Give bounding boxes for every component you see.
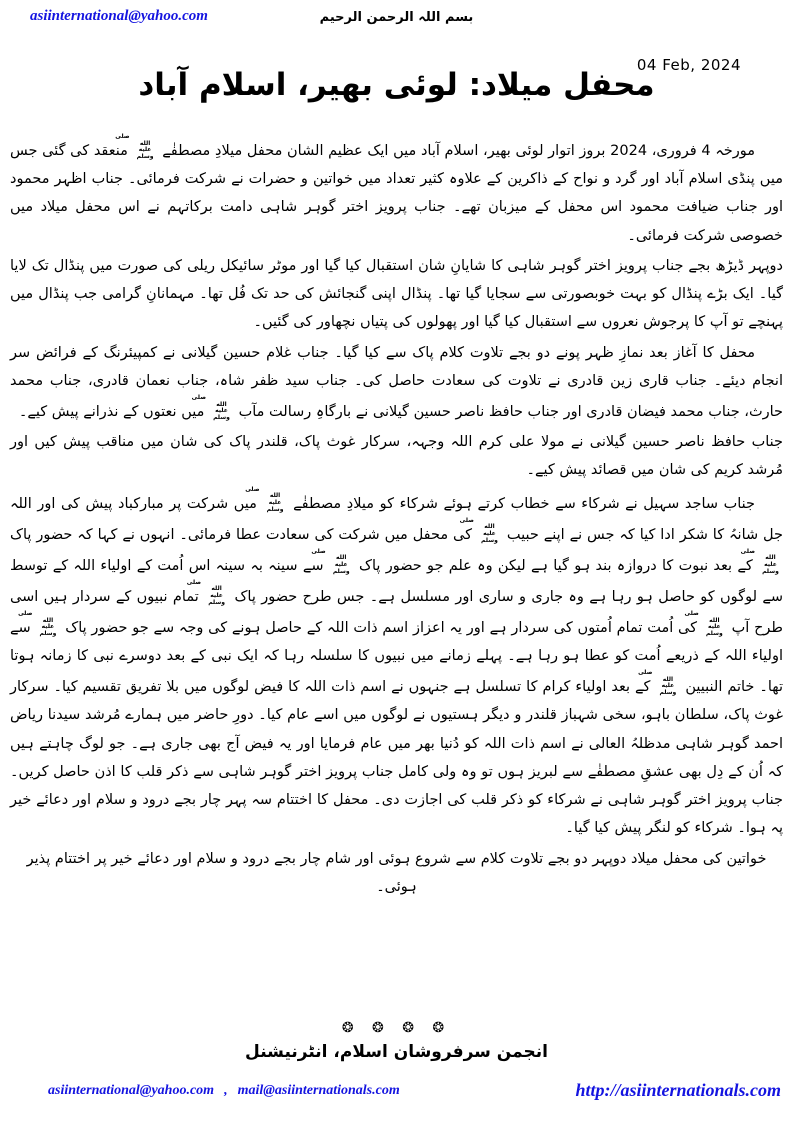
footer-email-link-1[interactable]: asiinternational@yahoo.com xyxy=(48,1083,215,1098)
header-email-link[interactable]: asiinternational@yahoo.com xyxy=(30,8,208,24)
durood-seal-icon: صلى الله عليه وسلم xyxy=(311,547,350,575)
durood-seal-icon: صلى الله عليه وسلم xyxy=(684,609,723,637)
body-paragraph: جناب حافظ ناصر حسین گیلانی نے مولا علی کرم اللہ وجہہ، سرکار غوث پاک، قلندر پاک کی شان میں مناقب پیش کیں اور مُرشد کریم کی شان میں قصائد پیش کیے۔ xyxy=(10,434,783,479)
bismillah-text: بسم اللہ الرحمن الرحیم xyxy=(319,10,474,25)
body-paragraph: دوپہر ڈیڑھ بجے جناب پرویز اختر گوہر شاہی کا شایانِ شان استقبال کیا گیا اور موٹر سائیکل ریلی کی صورت میں پنڈال تک لایا گیا۔ ایک بڑے پنڈال کو بہت خوبصورتی سے سجایا گیا تھا۔ پنڈال اپنی گنجائش کی حد تک فُل تھا۔ مہمانانِ گرامی جب پنڈال میں پہنچے تو آپ کا پرجوش نعروں سے استقبال کیا گیا اور پھولوں کی پتیاں نچھاور کی گئیں۔ xyxy=(10,257,783,331)
durood-seal-icon: صلى الله عليه وسلم xyxy=(740,547,779,575)
footer-email-separator: , xyxy=(224,1083,228,1098)
durood-seal-icon: صلى الله عليه وسلم xyxy=(638,669,677,697)
durood-seal-icon: صلى الله عليه وسلم xyxy=(115,133,154,160)
footer-emails xyxy=(48,1083,400,1099)
title-row xyxy=(10,46,783,124)
body-paragraph: جناب ساجد سہیل نے شرکاء سے خطاب کرتے ہوئے شرکاء کو میلادِ مصطفٰے صلى الله عليه وسلم میں شرکت پر مبارکباد پیش کی اور اللہ جل شانہُ کا شکر ادا کیا کہ جس نے اپنے حبیب صلى الله عليه وسلم کی محفل میں شرکت کی سعادت عطا فرمائی۔ انہوں نے کہا کہ حضور پاک صلى الله عليه وسلم کے بعد نبوت کا دروازہ بند ہو گیا ہے لیکن وہ علم جو حضور پاک صلى الله عليه وسلم سے سینہ بہ سینہ اس اُمت کے اولیاء اللہ کے توسط سے لوگوں کو حاصل ہو رہا ہے وہ جاری و ساری اور مسلسل ہے۔ جس طرح حضور پاک صلى الله عليه وسلم تمام نبیوں کے سردار ہیں اسی طرح آپ صلى الله عليه وسلم کی اُمت تمام اُمتوں کی سردار ہے اور یہ اعزاز اسم ذات اللہ کے حاصل ہونے کی وجہ سے جو حضور پاک صلى الله عليه وسلم سے اولیاء اللہ کے ذریعے اُمت کو عطا ہو رہا ہے۔ پہلے زمانے میں نبیوں کا سلسلہ رہا کہ ایک نبی کے بعد دوسرے نبی کا زمانہ ہوتا تھا۔ خاتم النبیین صلى الله عليه وسلم کے بعد اولیاء کرام کا تسلسل ہے جنہوں نے اسم ذات اللہ کا فیض لوگوں میں بلا تفریق تقسیم کیا۔ سرکار غوث پاک، سلطان باہو، سخی شہباز قلندر و دیگر ہستیوں نے لوگوں میں اسے عام کیا۔ دورِ حاضر میں ہمارے مُرشد سیدنا ریاض احمد گوہر شاہی مدظلہُ العالی نے اسم ذات اللہ کو دُنیا بھر میں عام فرمایا اور یہ فیض آج بھی جاری ہے۔ جو لوگ چاہتے ہیں کہ اُن کے دِل بھی عشقِ مصطفٰے سے لبریز ہوں تو وہ ولی کامل جناب پرویز اختر گوہر شاہی سے ذکر قلب کا اذن حاصل کریں۔ جناب پرویز اختر گوہر شاہی نے شرکاء کو ذکر قلب کی اجازت دی۔ محفل کا اختتام سہ پہر چار بجے درود و سلام اور دعائے خیر پہ ہوا۔ شرکاء کو لنگر پیش کیا گیا۔ xyxy=(10,485,783,837)
body-paragraph: خواتین کی محفل میلاد دوپہر دو بجے تلاوت کلام سے شروع ہوئی اور شام چار بجے درود و سلام اور دعائے خیر پر اختتام پذیر ہوئی۔ xyxy=(26,850,767,895)
ornament-stars-icon: ❂ ❂ ❂ ❂ xyxy=(341,1020,452,1036)
body-paragraph: محفل کا آغاز بعد نمازِ ظہر پونے دو بجے تلاوت کلام پاک سے کیا گیا۔ جناب غلام حسین گیلانی نے کمپیئرنگ کے فرائض سر انجام دیئے۔ جناب قاری زین قادری نے تلاوت کی سعادت حاصل کی۔ جناب سید ظفر شاہ، جناب نعمان قادری، جناب محمد حارث، جناب محمد فیضان قادری اور جناب حافظ ناصر حسین گیلانی نے بارگاہِ رسالت مآب صلى الله عليه وسلم میں نعتوں کے نذرانے پیش کیے۔ xyxy=(10,344,783,421)
footer-links-row xyxy=(0,1080,793,1106)
bottom-block xyxy=(0,1020,793,1106)
durood-seal-icon: صلى الله عليه وسلم xyxy=(18,609,57,637)
page-title: محفل میلاد: لوئی بھیر، اسلام آباد xyxy=(138,67,655,103)
document-date: 04 Feb, 2024 xyxy=(636,56,741,74)
organization-name: انجمن سرفروشان اسلام، انٹرنیشنل xyxy=(245,1042,548,1062)
durood-seal-icon: صلى الله عليه وسلم xyxy=(245,485,284,513)
footer-email-link-2[interactable]: mail@asiinternationals.com xyxy=(237,1083,400,1098)
footer-website-link[interactable]: http://asiinternationals.com xyxy=(575,1080,781,1100)
durood-seal-icon: صلى الله عليه وسلم xyxy=(186,578,225,606)
durood-seal-icon: صلى الله عليه وسلم xyxy=(459,516,498,544)
document-body xyxy=(10,134,783,901)
durood-seal-icon: صلى الله عليه وسلم xyxy=(191,394,230,421)
top-header-row xyxy=(10,6,783,36)
body-paragraph: مورخہ 4 فروری، 2024 بروز اتوار لوئی بھیر، اسلام آباد میں ایک عظیم الشان محفل میلادِ مصطفٰے صلى الله عليه وسلم منعقد کی گئی جس میں پنڈی اسلام آباد اور گرد و نواح کے ذاکرین کے علاوہ کثیر تعداد میں خواتین و حضرات نے شرکت فرمائی۔ جناب اظہر محمود اور جناب ضیافت محمود اس محفل کے میزبان تھے۔ جناب پرویز اختر گوہر شاہی دامت برکاتہم نے اس محفل میلاد میں خصوصی شرکت فرمائی۔ xyxy=(10,133,783,244)
